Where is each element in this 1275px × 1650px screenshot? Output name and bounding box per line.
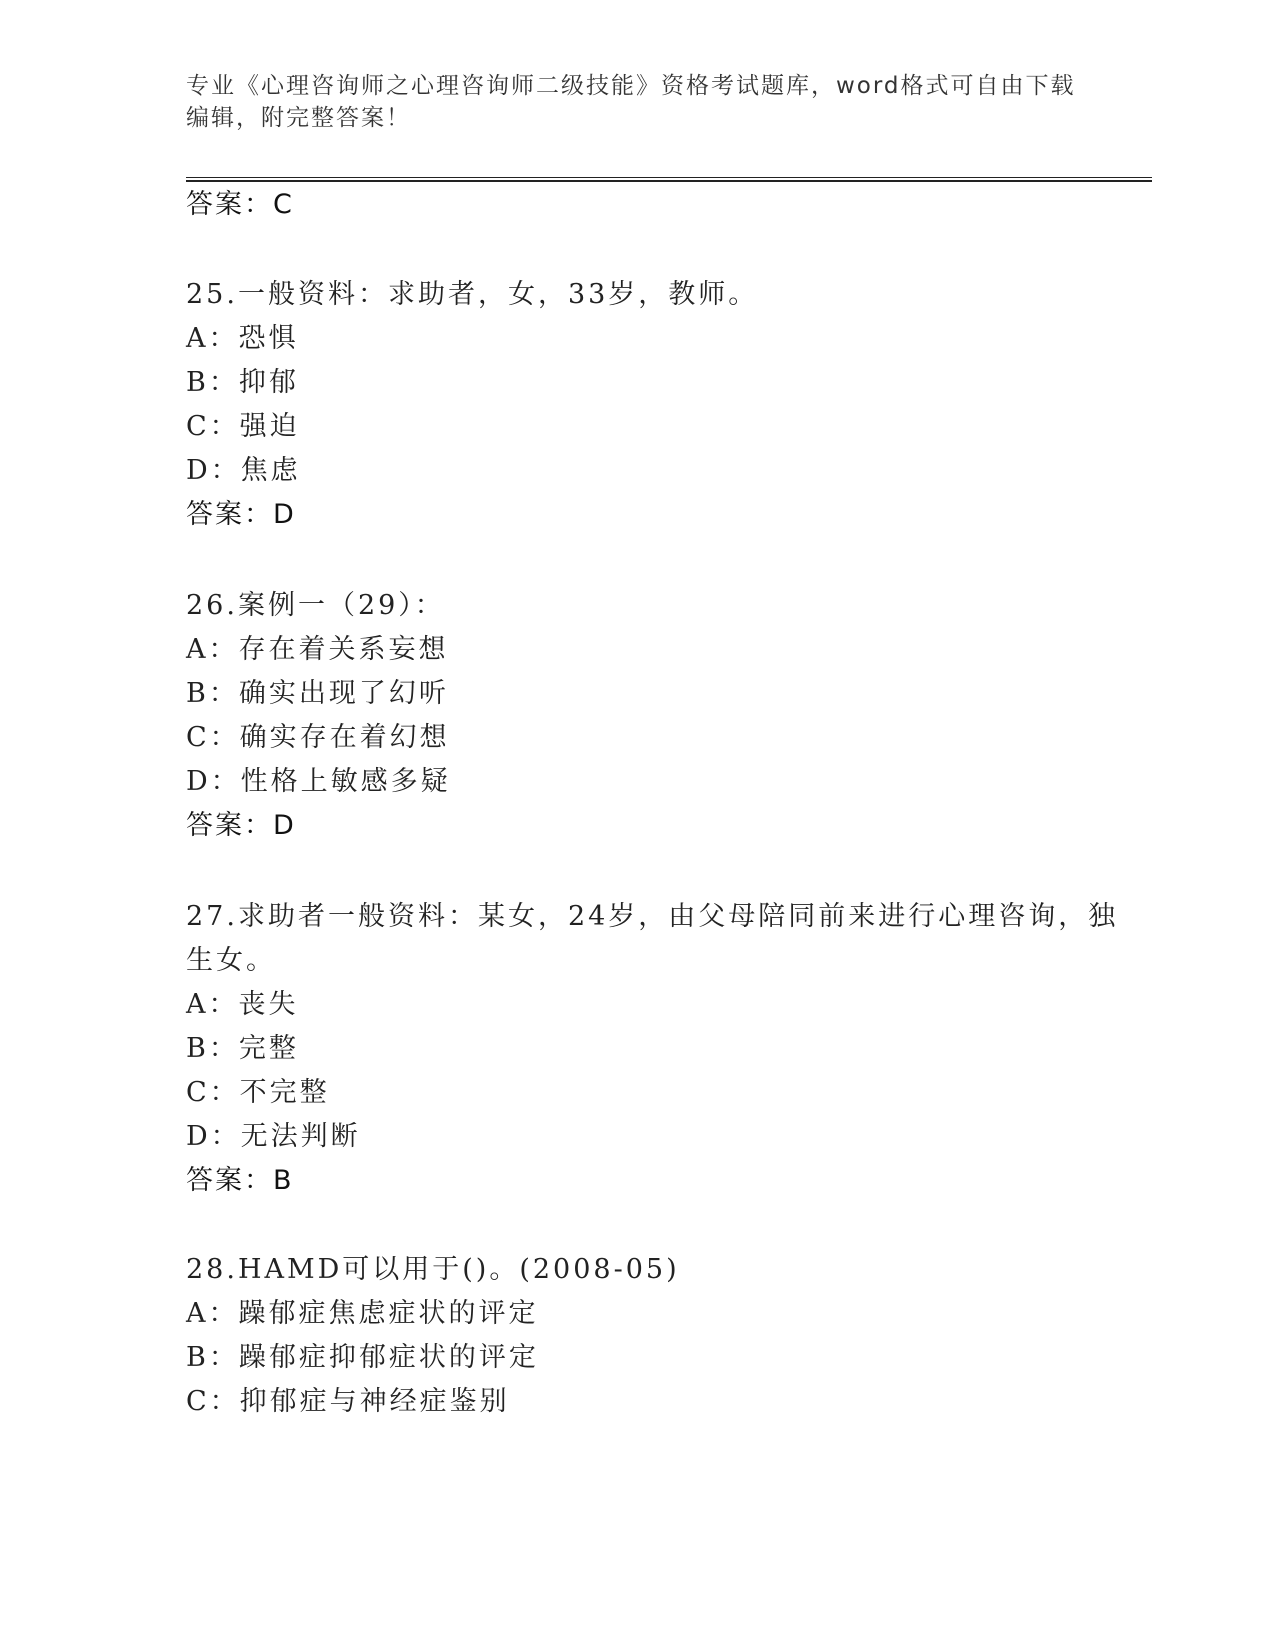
option-26-c: C：确实存在着幻想: [186, 722, 450, 753]
question-stem-27-cont: 生女。: [186, 945, 276, 976]
option-26-d: D：性格上敏感多疑: [186, 766, 451, 797]
option-25-d: D：焦虑: [186, 455, 301, 486]
option-27-d: D：无法判断: [186, 1121, 361, 1152]
answer-27: 答案：B: [186, 1165, 294, 1196]
option-26-a: A：存在着关系妄想: [186, 634, 449, 665]
header-divider: [186, 177, 1152, 182]
header-line-2: 编辑，附完整答案！: [186, 105, 411, 131]
option-27-b: B：完整: [186, 1033, 299, 1064]
option-27-a: A：丧失: [186, 989, 299, 1020]
header-line-1: 专业《心理咨询师之心理咨询师二级技能》资格考试题库，word格式可自由下载: [186, 73, 1076, 99]
option-25-c: C：强迫: [186, 411, 300, 442]
option-28-a: A：躁郁症焦虑症状的评定: [186, 1298, 539, 1329]
option-26-b: B：确实出现了幻听: [186, 678, 449, 709]
option-28-c: C：抑郁症与神经症鉴别: [186, 1386, 510, 1417]
document-header: [186, 70, 1086, 134]
question-stem-27: 27.求助者一般资料：某女，24岁，由父母陪同前来进行心理咨询，独: [186, 901, 1119, 932]
question-stem-28: 28.HAMD可以用于()。(2008-05): [186, 1254, 680, 1285]
option-25-a: A：恐惧: [186, 323, 299, 354]
answer-25: 答案：D: [186, 499, 296, 530]
option-27-c: C：不完整: [186, 1077, 330, 1108]
previous-answer: 答案：C: [186, 189, 294, 220]
option-25-b: B：抑郁: [186, 367, 299, 398]
question-stem-25: 25.一般资料：求助者，女，33岁，教师。: [186, 279, 759, 310]
question-stem-26: 26.案例一（29）：: [186, 590, 445, 621]
option-28-b: B：躁郁症抑郁症状的评定: [186, 1342, 539, 1373]
answer-26: 答案：D: [186, 810, 296, 841]
